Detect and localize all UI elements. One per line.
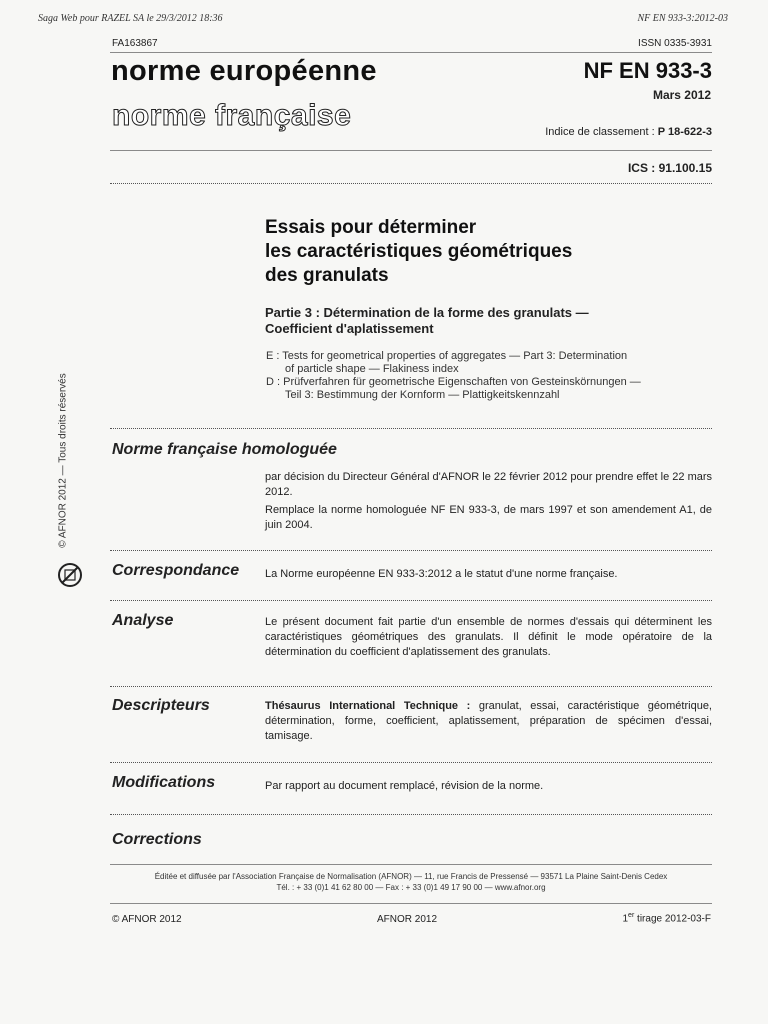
section-rule-analyse bbox=[110, 600, 712, 601]
footer-rule-bottom bbox=[110, 903, 712, 904]
indice-classement-label: Indice de classement : bbox=[545, 126, 658, 138]
modifications-text: Par rapport au document remplacé, révision de la norme. bbox=[265, 780, 544, 792]
indice-classement bbox=[545, 126, 712, 138]
print-run bbox=[622, 912, 711, 924]
document-title-line-1: Essais pour déterminer bbox=[265, 217, 477, 238]
publisher-info bbox=[110, 871, 712, 893]
publication-date: Mars 2012 bbox=[652, 88, 711, 102]
print-run-superscript: er bbox=[628, 912, 635, 919]
section-rule-homologuee bbox=[110, 428, 712, 429]
footer-center: AFNOR 2012 bbox=[377, 914, 438, 925]
analyse-text: Le présent document fait partie d'un ensemble de normes d'essais qui déterminent les caractéristiques géométriques des granulats. Il définit le mode opératoire de la détermination du coefficient d'aplatissement des granulats. bbox=[265, 616, 712, 658]
section-rule-modifications bbox=[110, 762, 712, 763]
section-rule-corrections bbox=[110, 814, 712, 815]
german-title-line-2: Teil 3: Bestimmung der Kornform — Plattigkeitskennzahl bbox=[285, 389, 560, 401]
header-rule-middle bbox=[110, 150, 712, 151]
header-rule-bottom bbox=[110, 183, 712, 184]
section-label-modifications: Modifications bbox=[112, 774, 216, 791]
english-title-line-2: of particle shape — Flakiness index bbox=[285, 363, 459, 375]
reference-number: FA163867 bbox=[112, 38, 158, 49]
issn: ISSN 0335-3931 bbox=[638, 38, 712, 49]
footer-rule-top bbox=[110, 864, 712, 865]
descripteurs-keywords: granulat, essai, caractéristique géométrique, détermination, forme, coefficient, aplatissement, préparation de spécimen d'essai, tamisage. bbox=[265, 700, 712, 742]
publisher-address: Éditée et diffusée par l'Association Française de Normalisation (AFNOR) — 11, rue Francis de Pressensé — 93571 La Plaine Saint-Denis Cedex bbox=[154, 872, 668, 881]
section-label-analyse: Analyse bbox=[112, 612, 174, 629]
title-norme-francaise: norme française bbox=[112, 99, 352, 132]
part-title-line-2: Coefficient d'aplatissement bbox=[265, 321, 434, 336]
download-stamp: Saga Web pour RAZEL SA le 29/3/2012 18:36 bbox=[38, 13, 223, 24]
section-label-descripteurs: Descripteurs bbox=[112, 697, 210, 714]
header-rule-top bbox=[110, 52, 712, 53]
no-copy-icon bbox=[57, 562, 83, 588]
document-title bbox=[265, 216, 572, 288]
section-label-homologuee: Norme française homologuée bbox=[112, 441, 337, 458]
print-run-number: 1 bbox=[622, 913, 629, 925]
section-label-correspondance: Correspondance bbox=[112, 562, 240, 579]
descripteurs-text bbox=[265, 699, 712, 744]
ics-code: ICS : 91.100.15 bbox=[627, 161, 712, 175]
publisher-contact: Tél. : + 33 (0)1 41 62 80 00 — Fax : + 33 (0)1 49 17 90 00 — www.afnor.org bbox=[276, 883, 546, 892]
homologation-decision: par décision du Directeur Général d'AFNOR le 22 février 2012 pour prendre effet le 22 mars 2012. bbox=[265, 471, 713, 498]
print-run-text: tirage 2012-03-F bbox=[634, 913, 711, 925]
document-id-stamp: NF EN 933-3:2012-03 bbox=[637, 13, 728, 24]
indice-classement-value: P 18-622-3 bbox=[657, 126, 712, 138]
section-rule-descripteurs bbox=[110, 686, 712, 687]
standard-number: NF EN 933-3 bbox=[583, 58, 712, 83]
translated-titles bbox=[266, 350, 641, 402]
correspondance-text: La Norme européenne EN 933-3:2012 a le statut d'une norme française. bbox=[265, 568, 618, 580]
section-label-corrections: Corrections bbox=[112, 831, 202, 848]
german-title-line-1: D : Prüfverfahren für geometrische Eigenschaften von Gesteinskörnungen — bbox=[266, 376, 641, 388]
part-title-line-1: Partie 3 : Détermination de la forme des granulats — bbox=[265, 305, 589, 320]
thesaurus-label: Thésaurus International Technique : bbox=[265, 700, 471, 712]
title-norme-europeenne: norme européenne bbox=[111, 55, 377, 87]
side-copyright: © AFNOR 2012 — Tous droits réservés bbox=[57, 373, 69, 548]
footer-copyright: © AFNOR 2012 bbox=[112, 914, 182, 925]
replaces-text: Remplace la norme homologuée NF EN 933-3, de mars 1997 et son amendement A1, de juin 2004. bbox=[265, 504, 712, 531]
english-title-line-1: E : Tests for geometrical properties of aggregates — Part 3: Determination bbox=[266, 350, 628, 362]
section-rule-correspondance bbox=[110, 550, 712, 551]
no-copy-logo bbox=[57, 562, 83, 588]
document-title-line-2: les caractéristiques géométriques bbox=[265, 241, 573, 262]
document-part-title bbox=[265, 305, 589, 337]
document-title-line-3: des granulats bbox=[265, 265, 389, 286]
